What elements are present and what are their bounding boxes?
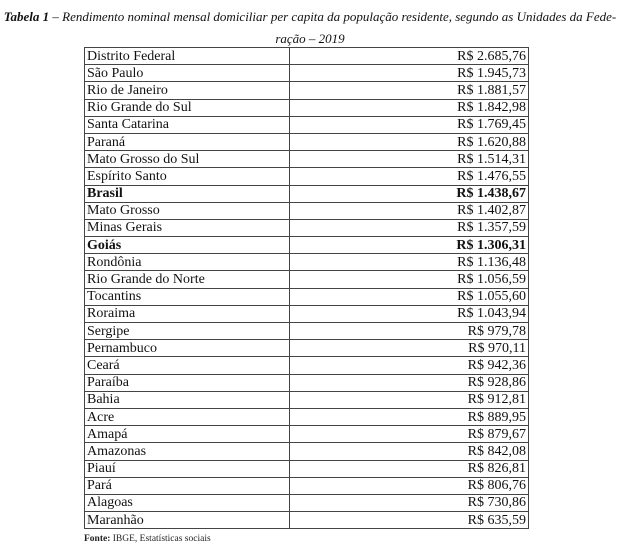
state-name-cell: Paraná [85,133,290,150]
caption-label: Tabela 1 [3,9,50,24]
income-value-cell: R$ 942,36 [290,357,529,374]
income-table [84,47,529,529]
state-name-cell: Amapá [85,426,290,443]
table-row [85,391,529,408]
state-name-cell: Brasil [85,185,290,202]
state-name-cell: São Paulo [85,65,290,82]
table-row [85,477,529,494]
table-row [85,426,529,443]
state-name-cell: Goiás [85,237,290,254]
income-value-cell: R$ 1.620,88 [290,133,529,150]
income-value-cell: R$ 1.945,73 [290,65,529,82]
state-name-cell: Rondônia [85,254,290,271]
state-name-cell: Rio de Janeiro [85,82,290,99]
income-value-cell: R$ 970,11 [290,340,529,357]
income-value-cell: R$ 826,81 [290,460,529,477]
income-value-cell: R$ 1.769,45 [290,116,529,133]
table-row [85,116,529,133]
table-row [85,288,529,305]
table-row [85,82,529,99]
table-row [85,494,529,511]
state-name-cell: Rio Grande do Sul [85,99,290,116]
table-row [85,271,529,288]
income-value-cell: R$ 1.055,60 [290,288,529,305]
income-value-cell: R$ 912,81 [290,391,529,408]
table-row [85,237,529,254]
income-value-cell: R$ 1.438,67 [290,185,529,202]
source-note [84,534,211,544]
state-name-cell: Piauí [85,460,290,477]
income-value-cell: R$ 842,08 [290,443,529,460]
income-value-cell: R$ 979,78 [290,323,529,340]
income-value-cell: R$ 1.306,31 [290,237,529,254]
income-value-cell: R$ 1.881,57 [290,82,529,99]
table-row [85,408,529,425]
state-name-cell: Ceará [85,357,290,374]
table-caption [0,6,620,50]
income-value-cell: R$ 2.685,76 [290,48,529,65]
state-name-cell: Rio Grande do Norte [85,271,290,288]
income-value-cell: R$ 1.514,31 [290,151,529,168]
table-row [85,357,529,374]
table-row [85,340,529,357]
table-row [85,254,529,271]
income-table-body [85,48,529,529]
income-value-cell: R$ 879,67 [290,426,529,443]
income-value-cell: R$ 1.842,98 [290,99,529,116]
income-value-cell: R$ 889,95 [290,408,529,425]
state-name-cell: Distrito Federal [85,48,290,65]
state-name-cell: Alagoas [85,494,290,511]
income-value-cell: R$ 1.056,59 [290,271,529,288]
income-value-cell: R$ 1.402,87 [290,202,529,219]
state-name-cell: Pernambuco [85,340,290,357]
state-name-cell: Sergipe [85,323,290,340]
table-row [85,219,529,236]
table-row [85,305,529,322]
income-value-cell: R$ 1.136,48 [290,254,529,271]
table-row [85,202,529,219]
table-row [85,168,529,185]
table-row [85,443,529,460]
state-name-cell: Acre [85,408,290,425]
table-row [85,133,529,150]
state-name-cell: Pará [85,477,290,494]
income-value-cell: R$ 730,86 [290,494,529,511]
state-name-cell: Maranhão [85,512,290,529]
income-value-cell: R$ 635,59 [290,512,529,529]
caption-line-1 [0,6,620,28]
state-name-cell: Tocantins [85,288,290,305]
state-name-cell: Paraíba [85,374,290,391]
table-row [85,48,529,65]
table-row [85,185,529,202]
income-value-cell: R$ 1.043,94 [290,305,529,322]
state-name-cell: Mato Grosso [85,202,290,219]
source-text: IBGE, Estatísticas sociais [110,534,211,544]
state-name-cell: Bahia [85,391,290,408]
table-row [85,151,529,168]
state-name-cell: Amazonas [85,443,290,460]
state-name-cell: Minas Gerais [85,219,290,236]
table-row [85,65,529,82]
caption-line-2: ração – 2019 [275,31,345,46]
caption-text: – Rendimento nominal mensal domiciliar per capita da população residente, segundo as Unidades da Fede- [49,9,617,24]
table-row [85,374,529,391]
state-name-cell: Espírito Santo [85,168,290,185]
state-name-cell: Mato Grosso do Sul [85,151,290,168]
income-value-cell: R$ 1.476,55 [290,168,529,185]
table-row [85,323,529,340]
table-row [85,99,529,116]
source-label: Fonte: [84,534,111,544]
table-row [85,460,529,477]
income-value-cell: R$ 928,86 [290,374,529,391]
table-row [85,512,529,529]
state-name-cell: Santa Catarina [85,116,290,133]
income-value-cell: R$ 806,76 [290,477,529,494]
income-value-cell: R$ 1.357,59 [290,219,529,236]
state-name-cell: Roraima [85,305,290,322]
